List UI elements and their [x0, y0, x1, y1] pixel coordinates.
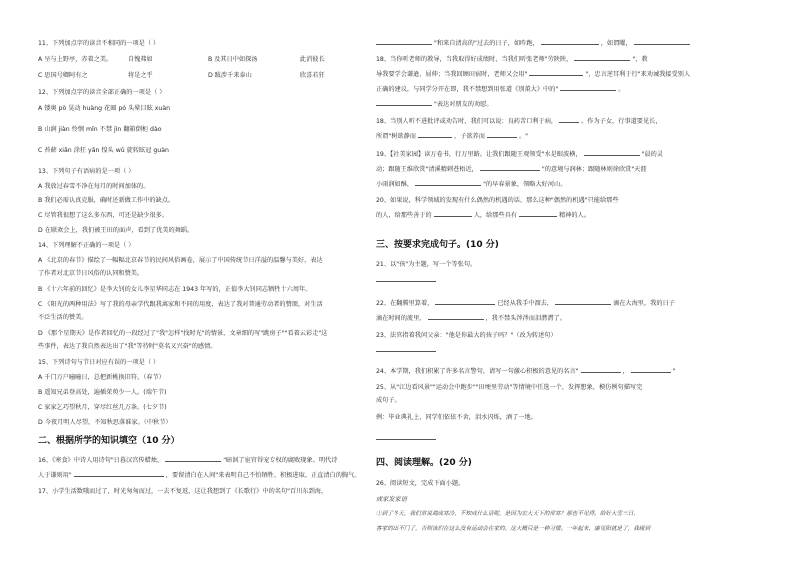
r-line-5 — [376, 101, 493, 108]
r7-text-b: ，子欲养而 — [453, 133, 485, 140]
r1-blank-1 — [376, 44, 432, 45]
q11-option-a2: 自愧弗如 — [127, 56, 153, 63]
q22-blank-3 — [428, 319, 484, 320]
section-3-heading: 三、按要求完成句子。(10 分) — [376, 240, 499, 250]
q13-option-b: B 我们必需认真克服，确时还新做工作中的缺点。 — [38, 197, 175, 204]
r6-blank — [559, 122, 579, 123]
q11-option-b2: 此消彼长 — [299, 56, 325, 63]
r4-blank — [560, 90, 616, 91]
q11-options-row1 — [38, 56, 325, 63]
r9-text-b: "的意境与润林；跟随林则徐欣赏"天涯 — [541, 166, 647, 173]
r12-text-b: 人，给那些具有 — [473, 212, 517, 219]
q13-option-d: D 在联欢会上，我们被王田的面声，看到了优美的舞蹈。 — [38, 227, 194, 234]
r6-text: 18、当别人听不进批评或劝告时，我们可以说：良药苦口利于病， — [376, 118, 558, 125]
r2-blank — [574, 60, 630, 61]
r-line-8 — [376, 151, 663, 158]
r2-text-b: "，教 — [632, 56, 648, 63]
r-line-1 — [376, 40, 690, 47]
r12-blank-2 — [519, 216, 557, 217]
q24-blank-1 — [581, 372, 621, 373]
r-line-4 — [376, 86, 624, 93]
q13-stem: 13、下列句子有语病的是一项（ ） — [38, 168, 135, 175]
q22-blank-2 — [555, 304, 611, 305]
q25-example: 例：毕业典礼上，同学们依依不舍，泪水闪烁，酒了一地。 — [376, 414, 537, 421]
q12-option-b: B 山涧 jiàn 怜悯 mǐn 不禁 jìn 翻箱倒柜 dào — [38, 126, 162, 133]
r3-text: 导我要学会谦逊、屈伸；当我回顾田宿时，老师又会用" — [376, 71, 528, 78]
r10-text-b: "的早春景象，领略大好河山。 — [483, 181, 567, 188]
section-2-heading: 二、根据所学的知识填空（10 分） — [38, 436, 180, 446]
q11-option-b: B 及其日中如探汤 — [207, 56, 258, 63]
q11-option-c2: 将是之乎 — [127, 72, 153, 79]
r6-text-b: 。作为子女，行事道要见长， — [581, 118, 662, 125]
q14-option-d: D 《那个星期天》是作者回忆的一段经过了"我"怎样"找时光"的情景，文章细的写"跳房子""看着云彩走"这 — [38, 330, 328, 337]
q22-blank-1 — [435, 304, 495, 305]
r7-text-c: 。" — [518, 133, 528, 140]
q11-option-a: A 呈与上野亭，赤着之美。 — [38, 56, 113, 63]
q14-option-c: C 《阳光的两种用法》写了我的母亲学代跟我离家和不同的用度，表达了我对普通劳动者的赞颂，对生活 — [38, 301, 323, 308]
q11-option-d2: 欣喜若狂 — [299, 72, 325, 79]
r12-text-c: 精神的人。 — [559, 212, 590, 219]
q12-option-a: A 镂奥 pò 晃动 huàng 花圈 pó 头晕目眩 xuàn — [38, 105, 171, 112]
q12-option-c: C 苔藓 xiǎn 涂狂 yǎn 惶头 wǔ 旋转眩冠 guàn — [38, 147, 169, 154]
passage-title: 成家发家语 — [376, 496, 407, 503]
q22-text-c: 滴在大海里，我的日子 — [613, 300, 675, 307]
q17-line1: 17、小学生活数哦而过了，时光匆匆而过，一去不复返，这让我想到了《长歌行》中的名句"百川东到海， — [38, 488, 328, 495]
r-line-11: 20、如果说，科学领域的发现有什么偶然的机遇的话，那么这种"偶然的机遇"只能给那些 — [376, 197, 619, 204]
q22-text-a: 22、在翻腾里算着， — [376, 300, 434, 307]
passage-line-1: ①到了冬天，我们常说端成寒冷，不知成什么话呢，是因为宏大天下的常寒？那也不见得。给好大雪三日， — [376, 511, 639, 517]
r4-text: 正确的建议，与同学分开在即，我不禁想到用张道《别董大》中的" — [376, 86, 559, 93]
r1-text-b: ，如谓曜， — [600, 40, 632, 47]
r3-blank — [529, 75, 583, 76]
q16-blank-1 — [165, 461, 221, 462]
q22-line1 — [376, 300, 675, 307]
r-line-3 — [376, 71, 690, 78]
q25-answer-line — [376, 438, 436, 440]
r12-blank-1 — [434, 216, 472, 217]
r9-text: 动；跟随王维欣赏"清溪精刺苍梧近， — [376, 166, 478, 173]
r5-blank — [376, 105, 432, 106]
q14-option-a-cont: 了作者对北京节日风俗的认同和赞美。 — [38, 270, 144, 277]
r1-blank-2 — [541, 44, 599, 45]
r-line-6 — [376, 118, 662, 125]
q15-option-d: D 今夜月明人尽望，不知秋思落谁家。（中秋节） — [38, 419, 172, 426]
q16-text-c: 人于谦则用" — [38, 472, 72, 479]
r10-blank — [415, 185, 481, 186]
q14-stem: 14、下列理解不正确的一项是（ ） — [38, 242, 135, 249]
q12-stem: 12、下列加点字的读音全部正确的一项是（ ） — [38, 89, 166, 96]
r8-text-b: "晨的灵 — [641, 151, 664, 158]
r4-text-b: 。 — [618, 86, 625, 93]
r2-text: 18、当你听老师的教导，当我取得好成绩时，当我们听张老师"劳陕陕， — [376, 56, 573, 63]
r7-text: 所谓"树欲静而 — [376, 133, 416, 140]
q14-option-a: A 《北京的春节》描绘了一幅幅北京春节的民间风俗画卷，展示了中国传统节日洋溢的温馨与美好，表达 — [38, 257, 323, 264]
r5-text: "表达对朋友的劝慰。 — [434, 101, 493, 108]
q16-text-d: ，要留清白在人间"来表明自己不怕牺牲、积极进取、正直清白的胸气。 — [165, 472, 361, 479]
q16-line1 — [38, 457, 337, 464]
r-line-2 — [376, 56, 648, 63]
r8-blank — [584, 155, 640, 156]
q16-text-a: 16、《寒食》中诗人用诗句"日暮汉宫传蜡烛， — [38, 457, 164, 464]
r-line-9 — [376, 166, 647, 173]
q11-option-d: D 跋涉千来泰山 — [207, 72, 252, 79]
q11-stem: 11、下列加点字的读音不相同的一项是（ ） — [38, 40, 160, 47]
q15-stem: 15、下列诗句与节日对应有误的一项是（ ） — [38, 359, 160, 366]
q24-text-a: 24、本学期，我们积累了许多名言警句，请写一句激心积极的意见的名言" — [376, 368, 579, 375]
q23-answer-line — [376, 350, 436, 352]
r1-text-a: "和来自清高的"过去的日子，如昨跑， — [434, 40, 539, 47]
q22-line2 — [376, 315, 566, 322]
q16-blank-2 — [74, 476, 164, 477]
q25-line2: 成句子。 — [376, 397, 401, 404]
r3-text-b: "，忠言逆耳利于行"来劝诫我接受别人 — [585, 71, 691, 78]
q21-stem: 21、以"孩"为主题，写一个等张句。 — [376, 261, 477, 268]
r9-blank — [480, 170, 540, 171]
q15-option-c: C 家家乞巧望秋月，穿尽红丝几万条。(七夕节) — [38, 404, 167, 411]
passage-line-2: 客家的出不门了，否则该们在这么没有运动会在家的。这大概只是一种习惯。一年起来，廉见阳就是了，我碰到 — [376, 526, 651, 532]
q23-stem: 23、法官指着我问父亲："他是你最大的孩子吗？"（改为转述句） — [376, 332, 557, 339]
q11-options-row2 — [38, 72, 325, 79]
q15-option-a: A 千门万户曈曈日，总把新桃换旧符。（春节） — [38, 374, 165, 381]
r-line-7 — [376, 133, 528, 140]
r7-blank-2 — [487, 137, 517, 138]
q14-option-c-cont: 不泛生活的赞美。 — [38, 314, 88, 321]
q24-line — [376, 368, 676, 375]
q22-text-e: ，我不禁头涔涔而泪潸潸了。 — [485, 315, 566, 322]
q11-option-c: C 思国号卿阿有之 — [38, 72, 88, 79]
q22-text-b: 已经从我手中溜去， — [497, 300, 554, 307]
q25-line1: 25、从"江边看风景""运动会中跑步""田埂里劳动"等情境中任选一个，发挥想象，模仿例句描写完 — [376, 384, 643, 391]
section-4-heading: 四、阅读理解。(20 分) — [376, 458, 472, 468]
r12-text: 的人，给那些善于的 — [376, 212, 432, 219]
r7-blank-1 — [418, 137, 452, 138]
q15-option-b: B 遥知兄弟登高处，遍插茱萸少一人。(端午节) — [38, 389, 167, 396]
r8-text: 19、【社美家园】读万卷书，行万里路。让我们跟随王观领受"水是眼波横， — [376, 151, 582, 158]
q24-blank-2 — [631, 372, 671, 373]
q14-option-d-cont: 些事件，表达了我自然表达出了"我"等待时"莫名又兴奋"的感情。 — [38, 343, 217, 350]
q24-text-b: ， — [622, 368, 629, 375]
r-line-10 — [376, 181, 566, 188]
r10-text: 小雨润如酥， — [376, 181, 414, 188]
q26-stem: 26、阅读短文，完成下面小题。 — [376, 480, 465, 487]
q13-option-a: A 我放过春雪不净在每月的时间加体的。 — [38, 183, 150, 190]
q22-text-d: 滴在时间的流里， — [376, 315, 426, 322]
q16-line2 — [38, 472, 360, 479]
q21-answer-line — [376, 280, 436, 282]
r1-blank-3 — [634, 44, 690, 45]
q16-text-b: "暗讽了宦官得宠专权的腐败现象。明代诗 — [223, 457, 338, 464]
q24-text-c: " — [672, 368, 676, 375]
q13-option-c: C 尽管我很想了这么多东西，可还是缺少很多。 — [38, 212, 169, 219]
q14-option-b: B 《十六年前的回忆》是李大钊的女儿李星华同志在 1943 年写的，正值李大钊同志牺牲十六周年。 — [38, 286, 312, 293]
r-line-12 — [376, 212, 590, 219]
